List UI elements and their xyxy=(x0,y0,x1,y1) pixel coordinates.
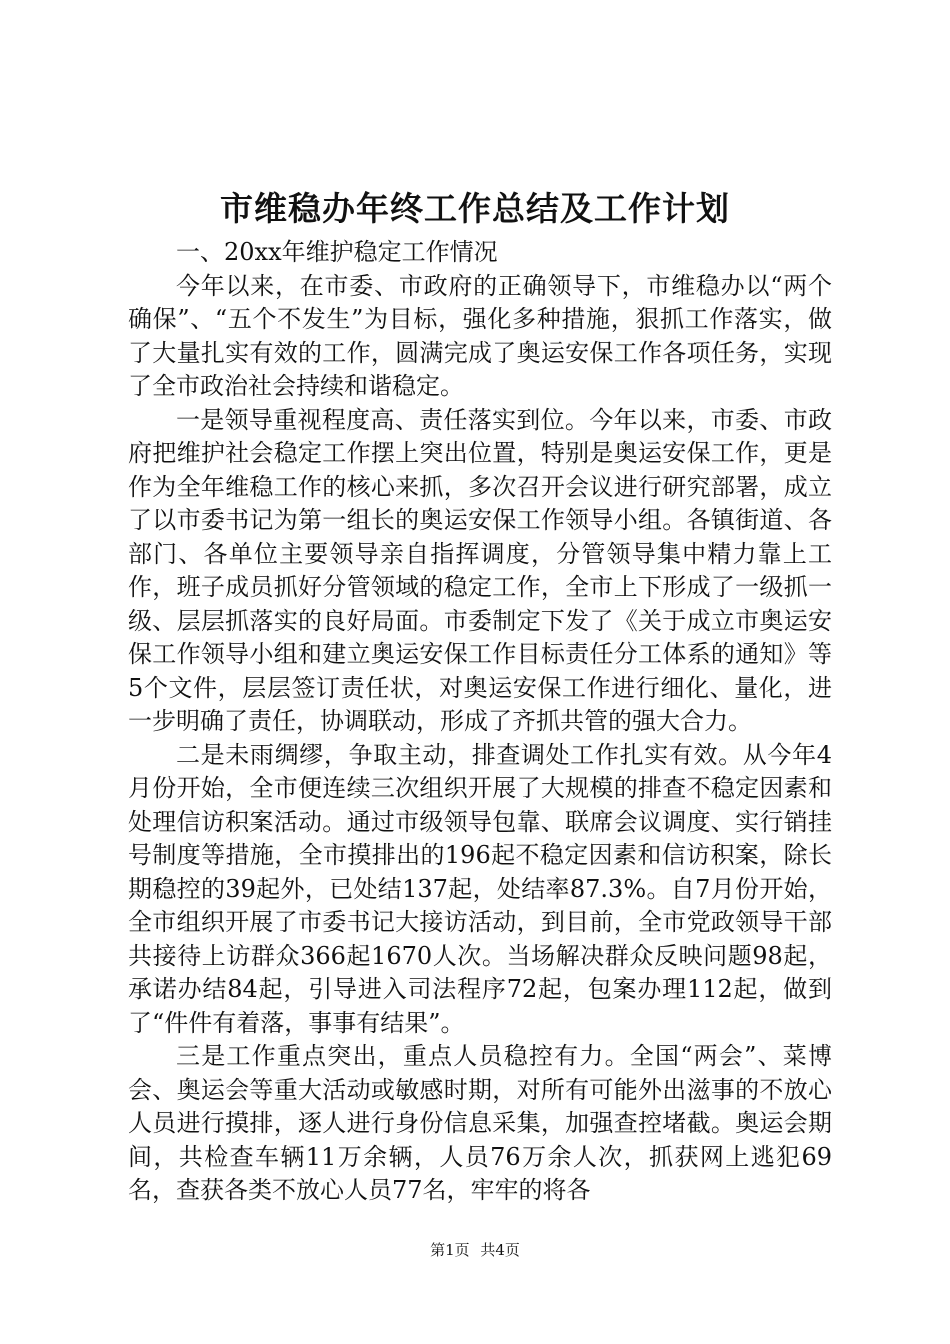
paragraph-point-three: 三是工作重点突出，重点人员稳控有力。全国“两会”、菜博会、奥运会等重大活动或敏感时期，对所有可能外出滋事的不放心人员进行摸排，逐人进行身份信息采集，加强查控堵截。奥运会期间，共检查车辆11万余辆，人员76万余人次，抓获网上逃犯69名，查获各类不放心人员77名，牢牢的将各 xyxy=(128,1042,832,1204)
page-total: 共4页 xyxy=(480,1241,520,1259)
paragraph-point-two: 二是未雨绸缪，争取主动，排查调处工作扎实有效。从今年4月份开始，全市便连续三次组织开展了大规模的排查不稳定因素和处理信访积案活动。通过市级领导包靠、联席会议调度、实行销挂号制度等措施，全市摸排出的196起不稳定因素和信访积案，除长期稳控的39起外，已处结137起，处结率87.3%。自7月份开始，全市组织开展了市委书记大接访活动，到目前，全市党政领导干部共接待上访群众366起1670人次。当场解决群众反映问题98起，承诺办结84起，引导进入司法程序72起，包案办理112起，做到了“件件有着落，事事有结果”。 xyxy=(128,740,832,1037)
page-number: 第1页 xyxy=(430,1241,470,1259)
document-title: 市维稳办年终工作总结及工作计划 xyxy=(220,189,730,228)
paragraph-point-one: 一是领导重视程度高、责任落实到位。今年以来，市委、市政府把维护社会稳定工作摆上突出位置，特别是奥运安保工作，更是作为全年维稳工作的核心来抓，多次召开会议进行研究部署，成立了以市委书记为第一组长的奥运安保工作领导小组。各镇街道、各部门、各单位主要领导亲自指挥调度，分管领导集中精力靠上工作，班子成员抓好分管领域的稳定工作，全市上下形成了一级抓一级、层层抓落实的良好局面。市委制定下发了《关于成立市奥运安保工作领导小组和建立奥运安保工作目标责任分工体系的通知》等5个文件，层层签订责任状，对奥运安保工作进行细化、量化，进一步明确了责任，协调联动，形成了齐抓共管的强大合力。 xyxy=(128,405,832,735)
paragraph-intro: 今年以来，在市委、市政府的正确领导下，市维稳办以“两个确保”、“五个不发生”为目标，强化多种措施，狠抓工作落实，做了大量扎实有效的工作，圆满完成了奥运安保工作各项任务，实现了全市政治社会持续和谐稳定。 xyxy=(128,271,832,400)
section-heading: 一、20xx年维护稳定工作情况 xyxy=(176,238,498,266)
document-body xyxy=(128,236,832,1208)
page-footer xyxy=(0,1238,950,1262)
